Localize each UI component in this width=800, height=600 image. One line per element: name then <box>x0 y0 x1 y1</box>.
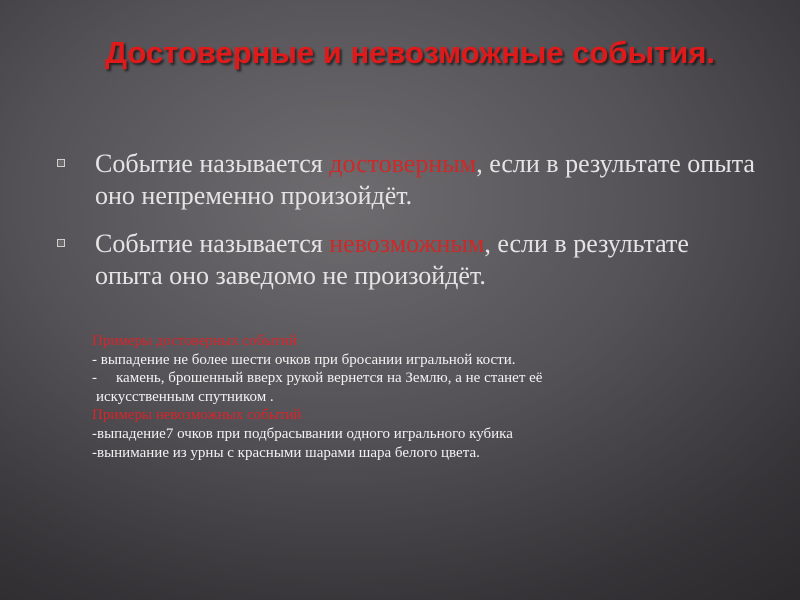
impossible-example-2: -вынимание из урны с красными шарами шара белого цвета. <box>92 444 480 461</box>
impossible-examples-heading: Примеры невозможных событий <box>92 407 302 424</box>
certain-example-2-text: камень, брошенный вверх рукой вернется на Землю, а не станет её <box>116 370 543 387</box>
definition-text-before: Событие называется <box>95 149 330 178</box>
bullet-square-icon <box>57 159 65 167</box>
term-impossible: невозможным <box>329 229 485 258</box>
definition-impossible <box>55 228 755 291</box>
definition-list <box>55 148 755 308</box>
bullet-square-icon <box>57 239 65 247</box>
certain-example-1: - выпадение не более шести очков при бросании игральной кости. <box>92 351 516 368</box>
definition-text-before: Событие называется <box>95 229 330 258</box>
definition-text-after: , если в результате опыта оно непременно произойдёт. <box>95 149 755 210</box>
impossible-example-1: -выпадение7 очков при подбрасывании одного игрального кубика <box>92 425 513 442</box>
term-certain: достоверным <box>329 149 477 178</box>
certain-example-2-continuation: искусственным спутником . <box>96 388 274 405</box>
definition-text-after: , если в результате опыта оно заведомо не произойдёт. <box>95 229 689 290</box>
dash-marker: - <box>92 370 97 387</box>
examples-textbox <box>92 332 692 462</box>
certain-example-2 <box>92 369 692 388</box>
definition-certain <box>55 148 755 211</box>
slide-title: Достоверные и невозможные события. <box>104 35 716 70</box>
certain-examples-heading: Примеры достоверных событий <box>92 333 297 349</box>
